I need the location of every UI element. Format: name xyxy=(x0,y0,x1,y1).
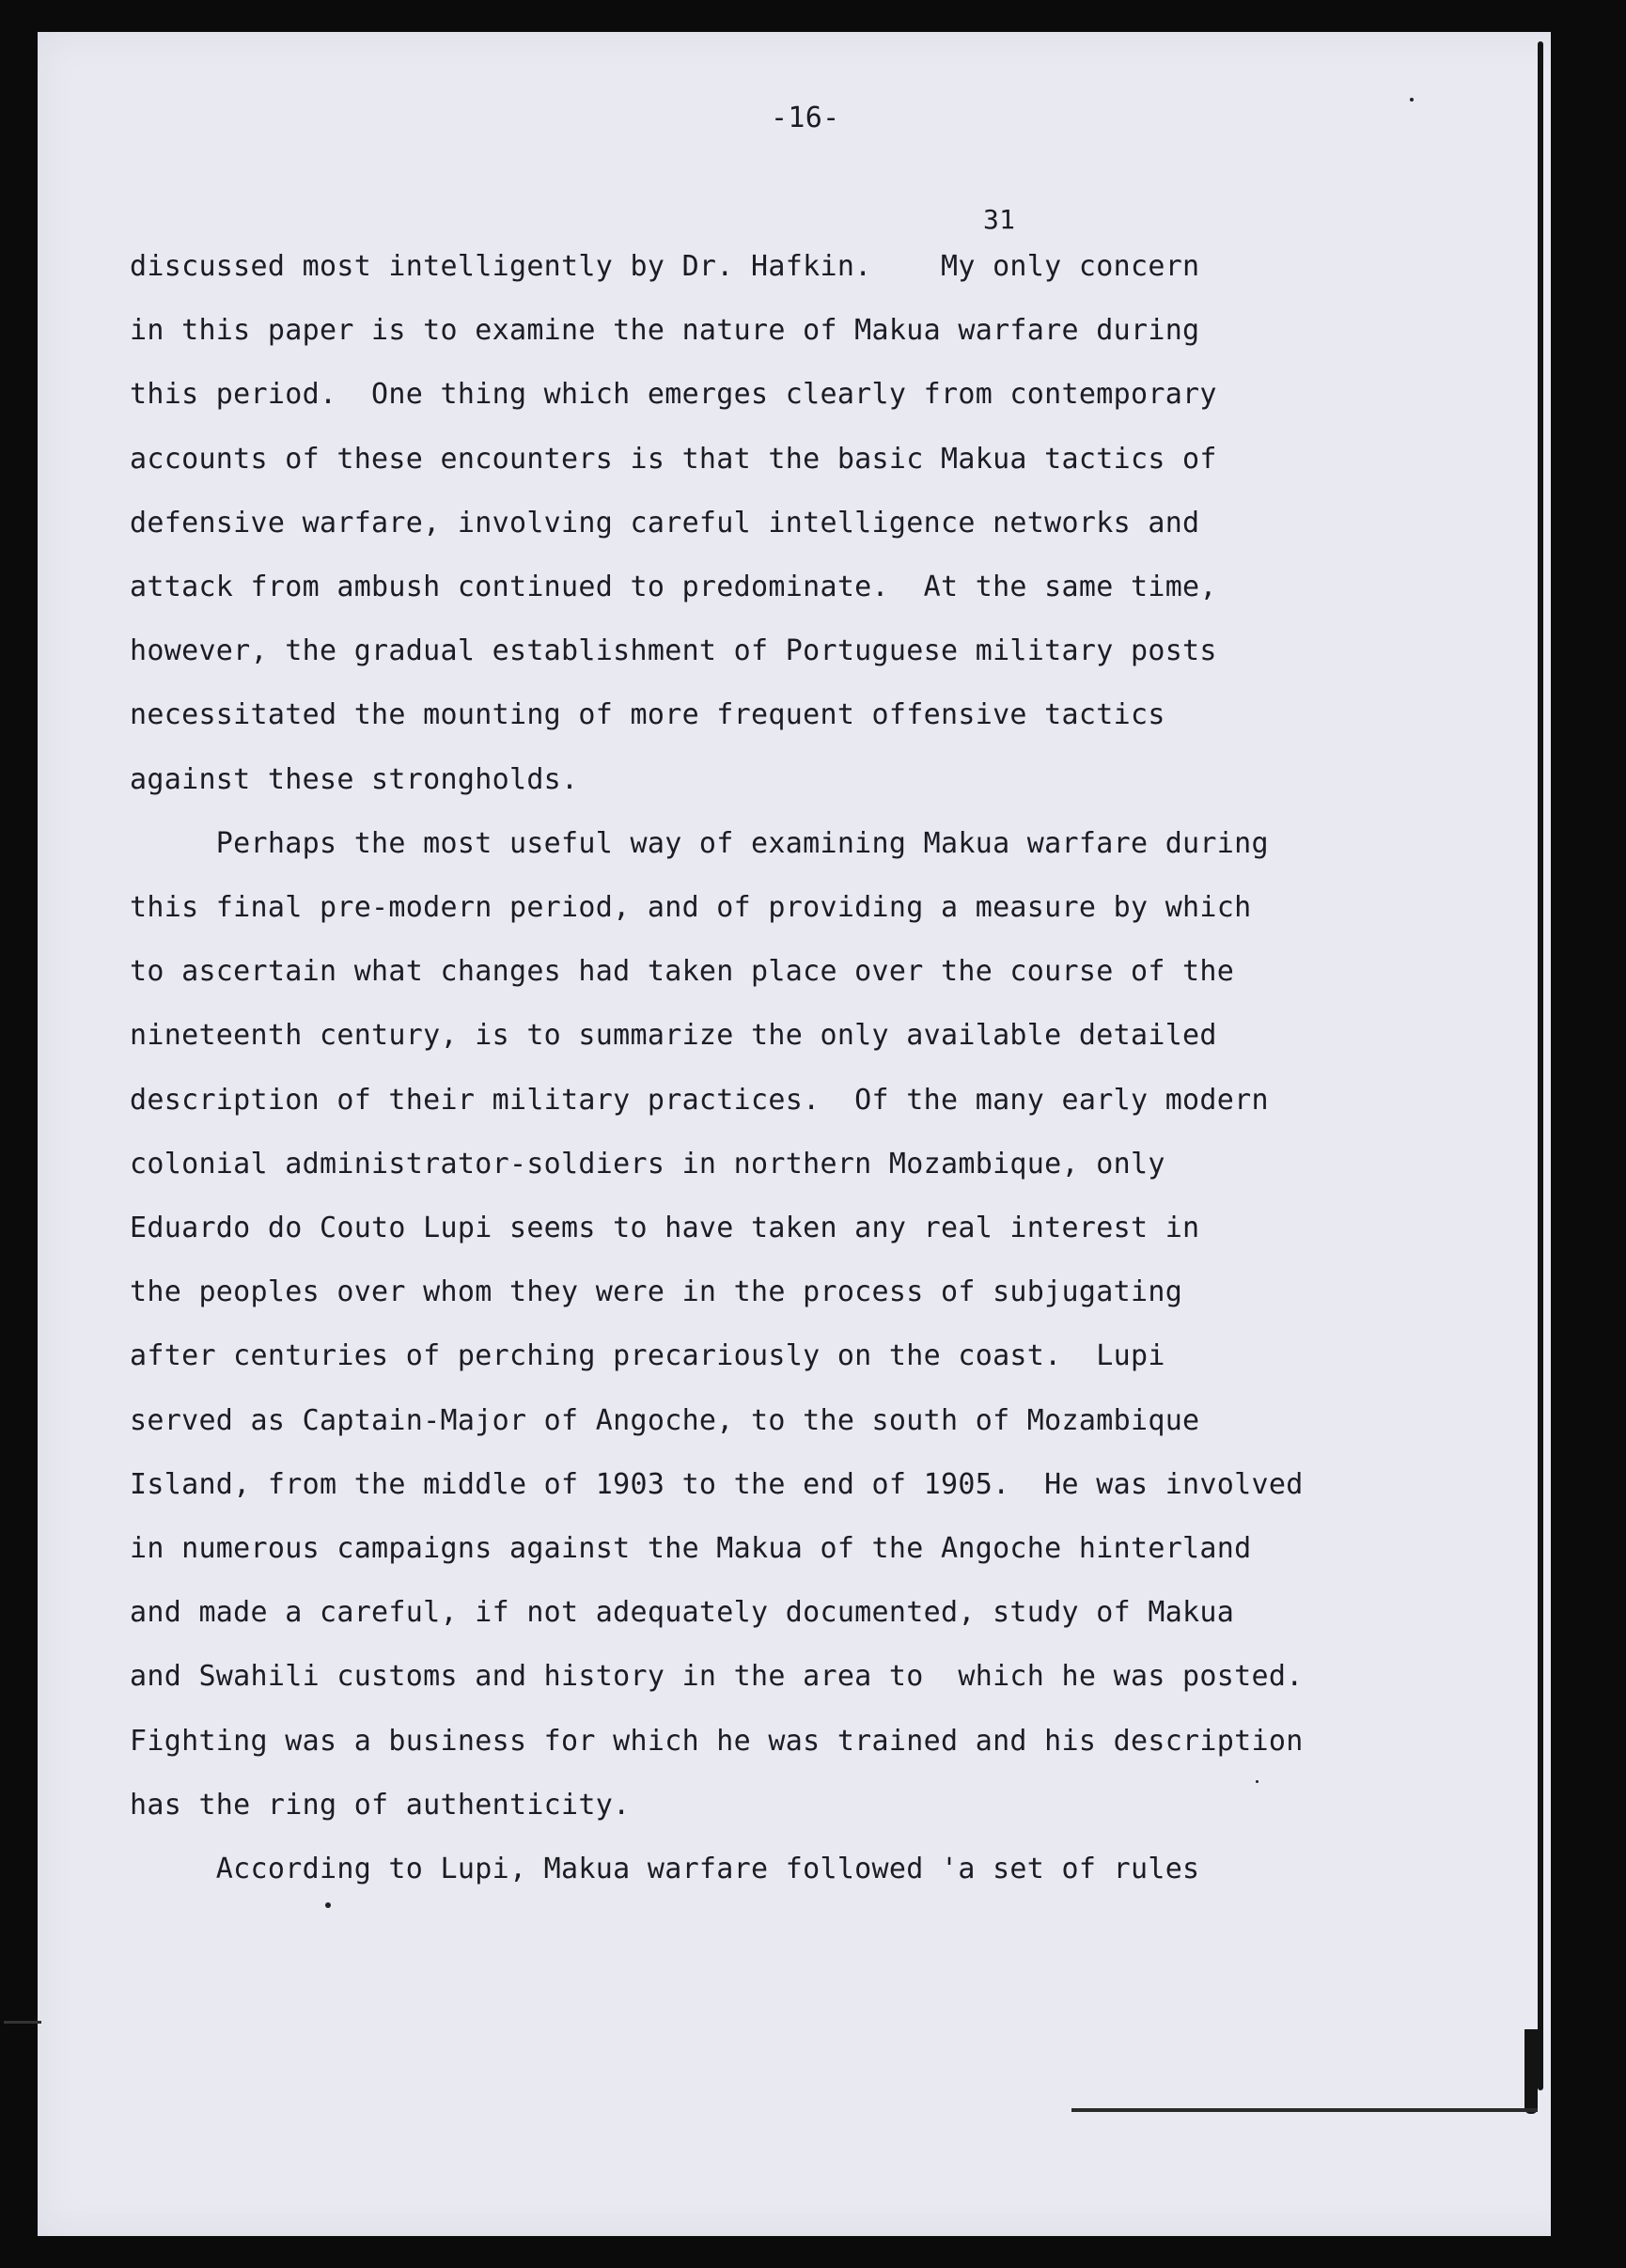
text-line: discussed most intelligently by Dr. Hafkin. My only concern xyxy=(130,250,1200,283)
text-line: description of their military practices. Of the many early modern xyxy=(130,1084,1269,1117)
text-line: nineteenth century, is to summarize the only available detailed xyxy=(130,1019,1217,1052)
footnote-marker: 31 xyxy=(983,204,1016,235)
text-line: this period. One thing which emerges clearly from contemporary xyxy=(130,378,1217,411)
document-page xyxy=(38,32,1588,2236)
text-line: served as Captain-Major of Angoche, to the south of Mozambique xyxy=(130,1404,1200,1437)
text-line: however, the gradual establishment of Portuguese military posts xyxy=(130,634,1217,667)
text-line: colonial administrator-soldiers in northern Mozambique, only xyxy=(130,1148,1165,1181)
text-line: attack from ambush continued to predominate. At the same time, xyxy=(130,571,1217,603)
text-line: this final pre-modern period, and of providing a measure by which xyxy=(130,891,1252,924)
text-line: the peoples over whom they were in the process of subjugating xyxy=(130,1275,1183,1308)
speck-mark xyxy=(1256,1780,1259,1783)
text-line: Island, from the middle of 1903 to the end of 1905. He was involved xyxy=(130,1468,1304,1501)
text-line: in this paper is to examine the nature of Makua warfare during xyxy=(130,314,1200,347)
speck-mark xyxy=(325,1902,331,1908)
text-line: to ascertain what changes had taken place over the course of the xyxy=(130,955,1235,988)
speck-mark xyxy=(1410,98,1414,102)
page-edge-shadow xyxy=(1551,32,1588,2236)
text-line: after centuries of perching precariously on the coast. Lupi xyxy=(130,1339,1165,1372)
text-line: necessitated the mounting of more frequent offensive tactics xyxy=(130,698,1165,731)
text-line: defensive warfare, involving careful intelligence networks and xyxy=(130,507,1200,540)
text-line: accounts of these encounters is that the basic Makua tactics of xyxy=(130,443,1217,476)
text-line: Perhaps the most useful way of examining Makua warfare during xyxy=(130,827,1269,860)
text-line: and made a careful, if not adequately documented, study of Makua xyxy=(130,1596,1235,1629)
text-line: has the ring of authenticity. xyxy=(130,1789,631,1822)
page-number: -16- xyxy=(771,102,840,134)
text-line: in numerous campaigns against the Makua of the Angoche hinterland xyxy=(130,1532,1252,1565)
text-line: Fighting was a business for which he was trained and his description xyxy=(130,1725,1304,1758)
margin-tick-mark xyxy=(4,2021,41,2024)
text-line: Eduardo do Couto Lupi seems to have taken any real interest in xyxy=(130,1212,1200,1244)
binding-edge-line xyxy=(1538,41,1543,2090)
text-line: against these strongholds. xyxy=(130,763,579,796)
text-line: and Swahili customs and history in the area to which he was posted. xyxy=(130,1660,1304,1693)
bottom-edge-rule xyxy=(1071,2108,1538,2112)
binding-edge-hook xyxy=(1524,2029,1538,2114)
text-line: According to Lupi, Makua warfare followed 'a set of rules xyxy=(130,1853,1200,1885)
